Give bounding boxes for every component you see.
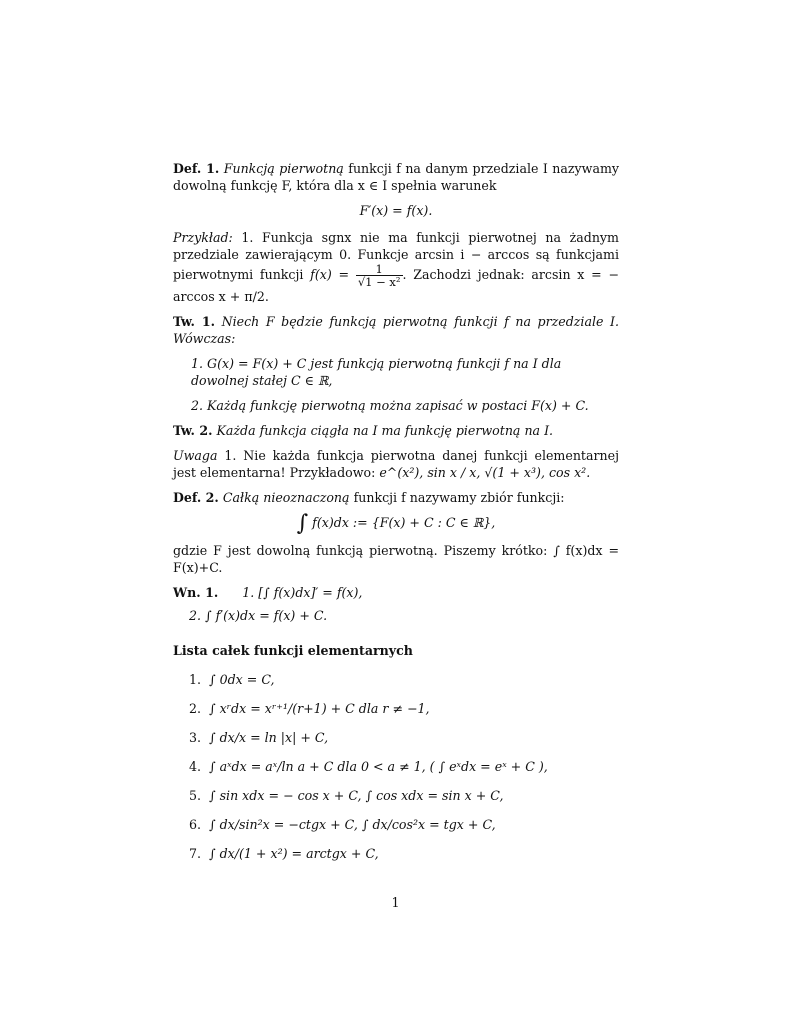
list-item [189, 671, 619, 688]
uwaga-examples: e^(x²), sin x / x, √(1 + x³), cos x². [379, 465, 591, 480]
example-frac-bottom: √1 − x² [357, 275, 401, 289]
list-item [189, 845, 619, 862]
wn1-label: Wn. 1. [173, 585, 219, 600]
item-number: 1. [189, 672, 202, 687]
example-rest: . Zachodzi jednak: arcsin x = − arccos x + π/2. [173, 267, 619, 304]
def2-formula: f(x)dx := {F(x) + C : C ∈ ℝ}, [312, 515, 496, 530]
list-item [189, 787, 619, 804]
page-number: 1 [391, 895, 400, 910]
item-formula: ∫ 0dx = C, [209, 672, 275, 687]
list-item [189, 729, 619, 746]
def1-formula: F′(x) = f(x). [359, 203, 433, 218]
example-label: Przykład: [173, 230, 233, 245]
tw2-text: Każda funkcja ciągła na I ma funkcję pierwotną na I. [216, 423, 554, 438]
example-paragraph [173, 229, 619, 305]
list-item [189, 700, 619, 717]
example-frac-top: 1 [356, 263, 403, 276]
item-number: 7. [189, 846, 202, 861]
def1-term: Funkcją pierwotną [223, 161, 344, 176]
definition-2 [173, 489, 619, 506]
theorem-2 [173, 422, 619, 439]
page-body [173, 160, 619, 874]
def2-term: Całką nieoznaczoną [222, 490, 350, 505]
list-item [189, 758, 619, 775]
def2-label: Def. 2. [173, 490, 219, 505]
definition-1 [173, 160, 619, 194]
integral-sign: ∫ [296, 511, 309, 536]
section-title: Lista całek funkcji elementarnych [173, 643, 413, 658]
list-item: 2. ∫ f′(x)dx = f(x) + C. [189, 608, 328, 623]
example-fraction [356, 263, 403, 288]
tw1-list [191, 355, 619, 414]
def2-after: gdzie F jest dowolną funkcją pierwotną. Piszemy krótko: ∫ f(x)dx = F(x)+C. [173, 543, 619, 575]
item-number: 6. [189, 817, 202, 832]
def2-formula-row [173, 511, 619, 536]
tw1-text: Niech F będzie funkcją pierwotną funkcji f na przedziale I. Wówczas: [173, 314, 619, 346]
integral-list [173, 671, 619, 862]
remark [173, 447, 619, 481]
tw2-label: Tw. 2. [173, 423, 213, 438]
item-formula: ∫ dx/x = ln |x| + C, [209, 730, 329, 745]
list-item: 2. Każdą funkcję pierwotną można zapisać w postaci F(x) + C. [191, 398, 589, 413]
def1-text: funkcji f na danym przedziale I nazywamy dowolną funkcję F, która dla x ∈ I spełnia warunek [173, 161, 620, 193]
item-formula: ∫ aˣdx = aˣ/ln a + C dla 0 < a ≠ 1, ( ∫ eˣdx = eˣ + C ), [209, 759, 548, 774]
item-number: 3. [189, 730, 202, 745]
list-item: 1. G(x) = F(x) + C jest funkcją pierwotną funkcji f na I dla dowolnej stałej C ∈ ℝ, [191, 356, 562, 388]
def2-text: funkcji f nazywamy zbiór funkcji: [353, 490, 565, 505]
list-item: 1. [∫ f(x)dx]′ = f(x), [242, 585, 363, 600]
uwaga-label: Uwaga [173, 448, 218, 463]
item-number: 2. [189, 701, 202, 716]
tw1-label: Tw. 1. [173, 314, 216, 329]
item-number: 5. [189, 788, 202, 803]
theorem-1 [173, 313, 619, 347]
item-formula: ∫ sin xdx = − cos x + C, ∫ cos xdx = sin x + C, [209, 788, 504, 803]
example-fx: f(x) = [310, 267, 350, 282]
item-formula: ∫ dx/(1 + x²) = arctgx + C, [209, 846, 379, 861]
corollary-1 [173, 584, 619, 624]
item-formula: ∫ dx/sin²x = −ctgx + C, ∫ dx/cos²x = tgx + C, [209, 817, 496, 832]
def1-label: Def. 1. [173, 161, 220, 176]
list-item [189, 816, 619, 833]
uwaga-text: 1. Nie każda funkcja pierwotna danej funkcji elementarnej jest elementarna! Przykładowo: [173, 448, 619, 480]
example-text: 1. Funkcja sgnx nie ma funkcji pierwotnej na żadnym przedziale zawierającym 0. Funkcje arcsin i − arccos są funkcjami pierwotnymi funkcji [173, 230, 619, 282]
item-formula: ∫ xʳdx = xʳ⁺¹/(r+1) + C dla r ≠ −1, [209, 701, 430, 716]
item-number: 4. [189, 759, 202, 774]
